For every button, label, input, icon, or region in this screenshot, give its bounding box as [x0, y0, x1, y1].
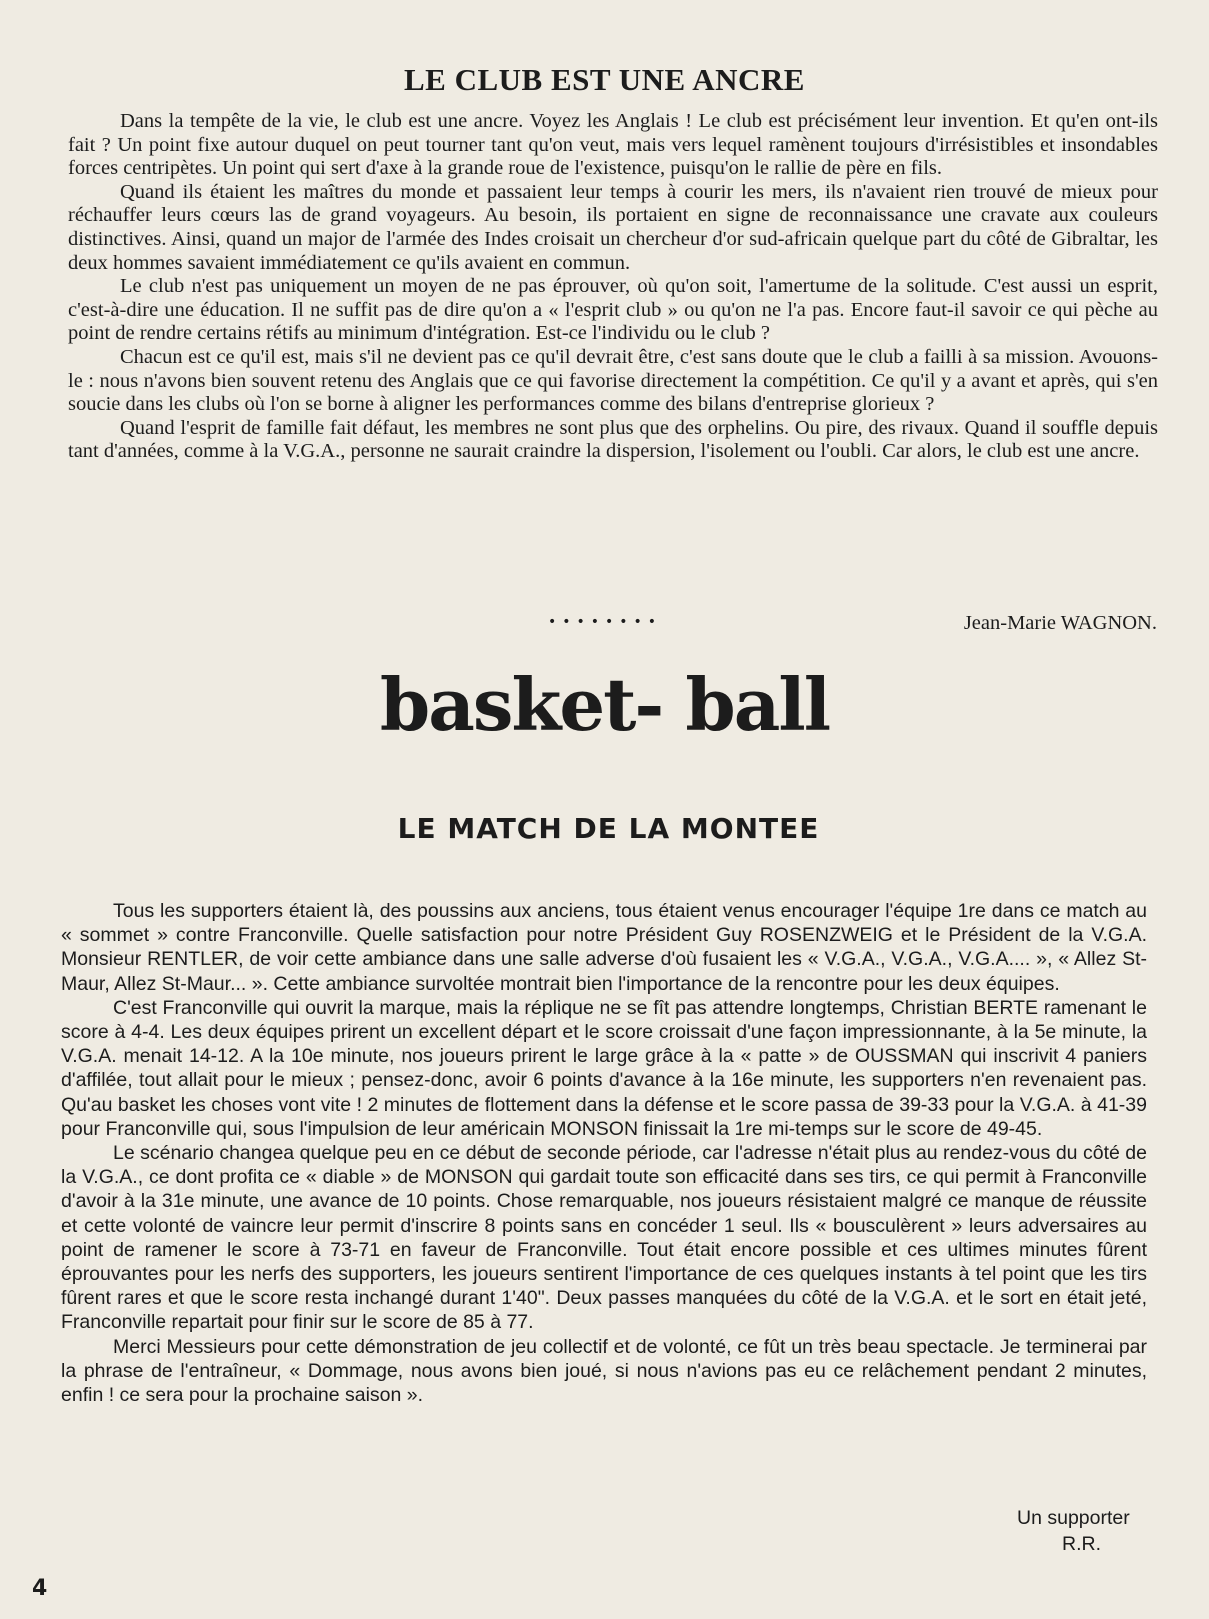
- article-signature: [957, 1505, 1157, 1557]
- page-number: 4: [32, 1576, 48, 1601]
- article-headline: LE MATCH DE LA MONTEE: [397, 812, 820, 845]
- article-paragraph: Le scénario changea quelque peu en ce début de seconde période, car l'adresse n'était plus au rendez-vous du côté de la V.G.A., ce dont profita ce « diable » de MONSON qui gardait toute son efficacité dans ses tirs, ce qui permit à Franconville d'avoir à la 31e minute, une avance de 10 points. Chose remarquable, nos joueurs résistaient malgré ce manque de réussite et cette volonté de vaincre leur permit d'inscrire 8 points sans en concéder 1 seul. Ils « bousculèrent » leurs adversaires au point de ramener le score à 73-71 en faveur de Franconville. Tout était encore possible et ces ultimes minutes fûrent éprouvantes pour les nerfs des supporters, les joueurs sentirent l'importance de ces quelques instants à tel point que les tirs fûrent rares et que le score resta inchangé durant 1'40". Deux passes manquées du côté de la V.G.A. et le sort en était jeté, Franconville repartait pour finir sur le score de 85 à 77.: [61, 1142, 1147, 1334]
- signature-initials: R.R.: [1062, 1533, 1101, 1555]
- essay-paragraph: Dans la tempête de la vie, le club est une ancre. Voyez les Anglais ! Le club est précisément leur invention. Et qu'en ont-ils fait ? Un point fixe autour duquel on peut tourner tant qu'on veut, mais vers lequel ramènent toujours d'irrésistibles et insondables forces centripètes. Un point qui sert d'axe à la grande roue de l'existence, puisqu'on le rallie de père en fils.: [68, 110, 1158, 180]
- separator-stars: ••••••••: [548, 614, 663, 630]
- essay-paragraph: Quand l'esprit de famille fait défaut, les membres ne sont plus que des orphelins. Ou pire, des rivaux. Quand il souffle depuis tant d'années, comme à la V.G.A., personne ne saurait craindre la dispersion, l'isolement ou l'oubli. Car alors, le club est une ancre.: [68, 416, 1158, 463]
- essay-paragraph: Chacun est ce qu'il est, mais s'il ne devient pas ce qu'il devrait être, c'est sans doute que le club a failli à sa mission. Avouons-le : nous n'avons bien souvent retenu des Anglais que ce qui favorise directement la compétition. Ce qu'il y a avant et après, qui s'en soucie dans les clubs où l'on se borne à aligner les performances comme des bilans d'entreprise glorieux ?: [68, 345, 1158, 416]
- signature-line: Un supporter: [1017, 1507, 1130, 1529]
- section-title: basket- ball: [379, 662, 830, 747]
- essay-paragraph: Quand ils étaient les maîtres du monde et passaient leur temps à courir les mers, ils n'avaient rien trouvé de mieux pour réchauffer leurs cœurs las de grand voyageurs. Au besoin, ils portaient en signe de reconnaissance une cravate aux couleurs distinctives. Ainsi, quand un major de l'armée des Indes croisait un chercheur d'or sud-africain quelque part du côté de Gibraltar, les deux hommes savaient immédiatement ce qu'ils avaient en commun.: [68, 180, 1158, 274]
- article-body: [61, 899, 1147, 1407]
- article-paragraph: C'est Franconville qui ouvrit la marque, mais la réplique ne se fît pas attendre longtemps, Christian BERTE ramenant le score à 4-4. Les deux équipes prirent un excellent départ et le score croissait d'une façon impressionnante, à la 5e minute, la V.G.A. menait 14-12. A la 10e minute, nos joueurs prirent le large grâce à la « patte » de OUSSMAN qui inscrivit 4 paniers d'affilée, tout allait pour le mieux ; pensez-donc, avoir 6 points d'avance à la 16e minute, les supporters n'en revenaient pas. Qu'au basket les choses vont vite ! 2 minutes de flottement dans la défense et le score passa de 39-33 pour la V.G.A. à 41-39 pour Franconville qui, sous l'impulsion de leur américain MONSON finissait la 1re mi-temps sur le score de 49-45.: [61, 996, 1147, 1140]
- essay-body: [68, 110, 1158, 464]
- article-paragraph: Tous les supporters étaient là, des poussins aux anciens, tous étaient venus encourager l'équipe 1re dans ce match au « sommet » contre Franconville. Quelle satisfaction pour notre Président Guy ROSENZWEIG et le Président de la V.G.A. Monsieur RENTLER, de voir cette ambiance dans une salle adverse d'où fusaient les « V.G.A., V.G.A., V.G.A.... », « Allez St-Maur, Allez St-Maur... ». Cette ambiance survoltée montrait bien l'importance de la rencontre pour les deux équipes.: [61, 900, 1147, 995]
- essay-title: LE CLUB EST UNE ANCRE: [404, 62, 805, 97]
- article-paragraph: Merci Messieurs pour cette démonstration de jeu collectif et de volonté, ce fût un très beau spectacle. Je terminerai par la phrase de l'entraîneur, « Dommage, nous avons bien joué, si nous n'avions pas eu ce relâchement pendant 2 minutes, enfin ! ce sera pour la prochaine saison ».: [61, 1335, 1147, 1407]
- essay-paragraph: Le club n'est pas uniquement un moyen de ne pas éprouver, où qu'on soit, l'amertume de la solitude. C'est aussi un esprit, c'est-à-dire une éducation. Il ne suffit pas de dire qu'on a « l'esprit club » ou qu'on ne l'a pas. Encore faut-il savoir ce qui pèche au point de rendre certains rétifs au minimum d'intégration. Est-ce l'individu ou le club ?: [68, 275, 1158, 345]
- essay-author: Jean-Marie WAGNON.: [963, 612, 1157, 634]
